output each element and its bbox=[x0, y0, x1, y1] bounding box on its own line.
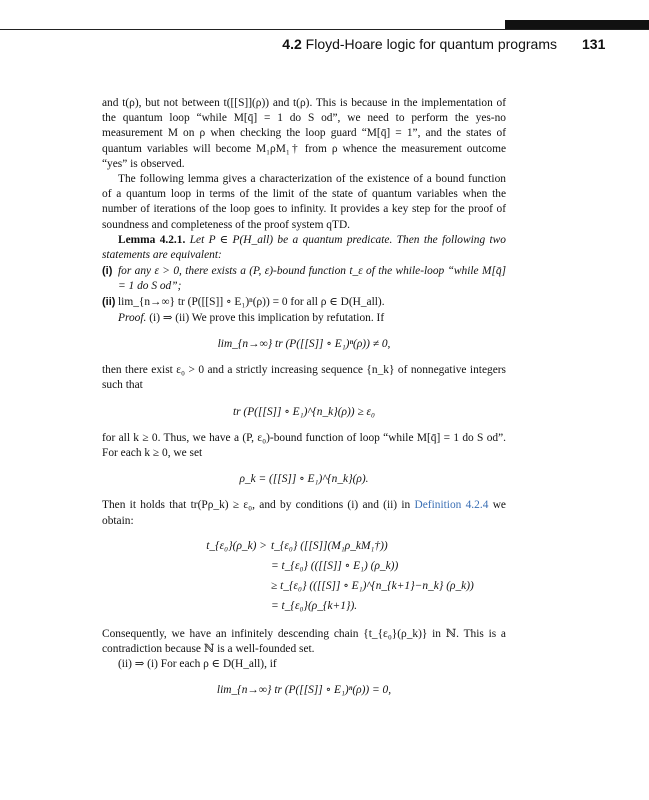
equation: lim_{n→∞} tr (P([[S]] ∘ E₁)ⁿ(ρ)) ≠ 0, bbox=[217, 338, 391, 351]
page-body bbox=[102, 96, 506, 710]
list-item bbox=[102, 295, 506, 310]
section-number: 4.2 bbox=[282, 36, 302, 52]
equation: lim_{n→∞} tr (P([[S]] ∘ E₁)ⁿ(ρ)) = 0, bbox=[216, 684, 392, 697]
equation-row bbox=[102, 537, 506, 557]
lemma-label: Lemma 4.2.1. bbox=[118, 233, 186, 246]
equation-row bbox=[102, 577, 506, 597]
lemma-statement: Let P ∈ P(H_all) be a quantum predicate. Then the following two statements are equivalent: bbox=[102, 233, 506, 262]
equation-row bbox=[102, 557, 506, 577]
paragraph: The following lemma gives a characterization of the existence of a bound function of a quantum loop in terms of the limit of the state of quantum variables when the number of iterations of the loop goes to infinity. It provides a key step for the proof of soundness and completeness of the proof system qTD. bbox=[102, 173, 506, 231]
proof-intro: (i) ⇒ (ii) We prove this implication by refutation. If bbox=[149, 311, 385, 324]
page-number-text: 131 bbox=[582, 36, 606, 52]
item-text: lim_{n→∞} tr (P([[S]] ∘ E₁)ⁿ(ρ)) = 0 for all ρ ∈ D(H_all). bbox=[118, 295, 385, 308]
paragraph: (ii) ⇒ (i) For each ρ ∈ D(H_all), if bbox=[118, 658, 277, 671]
equation: ρ_k = ([[S]] ∘ E₁)^{n_k}(ρ). bbox=[239, 473, 369, 486]
paragraph: Consequently, we have an infinitely descending chain {t_{ε₀}(ρ_k)} in ℕ. This is a contradiction because ℕ is a well-founded set. bbox=[102, 627, 506, 656]
item-text: for any ε > 0, there exists a (P, ε)-bound function t_ε of the while-loop “while M[q̄] = 1 do S od”; bbox=[118, 265, 506, 293]
paragraph bbox=[102, 498, 506, 528]
equation-row bbox=[102, 597, 506, 617]
proof bbox=[102, 311, 506, 326]
paragraph: for all k ≥ 0. Thus, we have a (P, ε₀)-bound function of loop “while M[q̄] = 1 do S od”. For each k ≥ 0, we set bbox=[102, 431, 506, 460]
text: we obtain: bbox=[102, 499, 506, 527]
equation-lhs: t_{ε₀}(ρ_k) > bbox=[206, 540, 267, 553]
header-rule bbox=[0, 29, 649, 30]
equation-rhs: = t_{ε₀} (([[S]] ∘ E₁) (ρ_k)) bbox=[271, 560, 399, 573]
aligned-equations bbox=[102, 537, 506, 617]
running-head bbox=[282, 36, 557, 52]
paragraph: then there exist ε₀ > 0 and a strictly increasing sequence {n_k} of nonnegative integers such that bbox=[102, 364, 506, 392]
list-item bbox=[102, 264, 506, 294]
paragraph: and t(ρ), but not between t([[S]](ρ)) and t(ρ). This is because in the implementation of the quantum loop “while M[q̄] = 1 do S od”, we need to perform the yes-no measurement M on ρ when checking the loop guard “M[q̄] = 1”, and the states of quantum variables will become M₁ρM₁† from ρ whence the measurement outcome “yes” is observed. bbox=[102, 97, 506, 170]
item-label: (i) bbox=[102, 265, 113, 278]
definition-link[interactable]: Definition 4.2.4 bbox=[414, 499, 489, 512]
equation-rhs: = t_{ε₀}(ρ_{k+1}). bbox=[271, 600, 358, 613]
equation: tr (P([[S]] ∘ E₁)^{n_k}(ρ)) ≥ ε₀ bbox=[232, 405, 375, 418]
text: Then it holds that tr(Pρ_k) ≥ ε₀, and by conditions (i) and (ii) in bbox=[102, 499, 411, 512]
item-label: (ii) bbox=[102, 295, 116, 308]
equation-rhs: ≥ t_{ε₀} (([[S]] ∘ E₁)^{n_{k+1}−n_k} (ρ_k)) bbox=[271, 580, 474, 593]
lemma bbox=[102, 233, 506, 263]
section-title: Floyd-Hoare logic for quantum programs bbox=[305, 36, 557, 52]
proof-label: Proof. bbox=[118, 311, 147, 324]
equation-rhs: t_{ε₀} ([[S]](M₁ρ_kM₁†)) bbox=[271, 540, 388, 553]
